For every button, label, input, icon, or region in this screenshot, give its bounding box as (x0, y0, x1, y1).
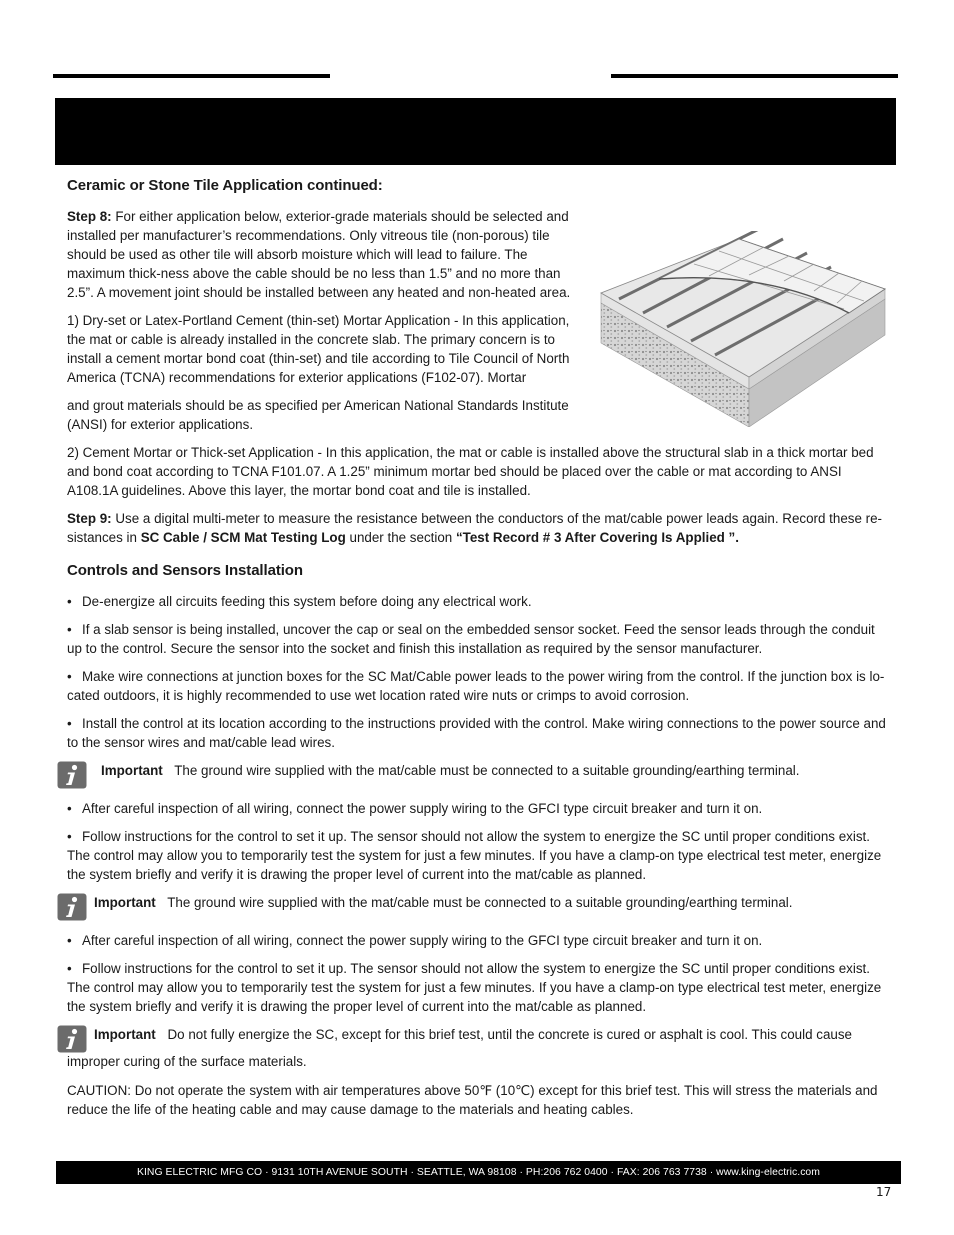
step-9-text-2: under the section (345, 530, 456, 545)
important-text: Do not fully energize the SC, except for this brief test, until the concrete is cured or asphalt is cool. This could cause (167, 1027, 852, 1042)
heated-tile-slab-illustration (599, 231, 887, 427)
list-item (67, 931, 887, 950)
important-label: Important (94, 895, 156, 910)
test-record-reference: “Test Record # 3 After Covering Is Applied ”. (455, 530, 739, 545)
header-rule-left (53, 74, 330, 78)
info-icon (57, 893, 87, 921)
list-item-text: Follow instructions for the control to set it up. The sensor should not allow the system to energize the SC until proper conditions exist. The control may allow you to temporarily test the system for just a few minutes. If you have a clamp-on type electrical test meter, energize the system briefly and verify it is drawing the proper level of current into the mat/cable as planned. (67, 961, 882, 1014)
step-8-text: For either application below, exterior-grade materials should be selected and installed per manufacturer’s recommendations. Only vitreous tile (non-porous) tile should be used as other tile will absorb moisture which will lead to failure. The maximum thick-ness above the cable should be no less than 1.5” and no more than 2.5”. A movement joint should be installed between any heated and non-heated area. (67, 209, 571, 300)
application-1-continued: and grout materials should be as specified per American National Standards Institute (ANSI) for exterior applications. (67, 398, 569, 432)
bullet-marker: • (67, 961, 72, 976)
list-item (67, 592, 887, 611)
step-9-label: Step 9: (67, 511, 112, 526)
top-text (67, 207, 583, 434)
list-item-text: Follow instructions for the control to set it up. The sensor should not allow the system to energize the SC until proper conditions exist. The control may allow you to temporarily test the system for just a few minutes. If you have a clamp-on type electrical test meter, energize the system briefly and verify it is drawing the proper level of current into the mat/cable as planned. (67, 829, 882, 882)
header-banner (55, 98, 896, 165)
important-note-3 (67, 1025, 887, 1071)
bullet-marker: • (67, 801, 72, 816)
list-item-text: Make wire connections at junction boxes for the SC Mat/Cable power leads to the power wiring from the control. If the junction box is lo-cated outdoors, it is highly recommended to use wet location rated wire nuts or crimps to avoid corrosion. (67, 669, 885, 703)
important-text: The ground wire supplied with the mat/cable must be connected to a suitable grounding/earthing terminal. (167, 895, 793, 910)
info-icon (57, 761, 87, 789)
info-icon (57, 1025, 87, 1053)
list-item-text: After careful inspection of all wiring, connect the power supply wiring to the GFCI type circuit breaker and turn it on. (82, 933, 763, 948)
list-item (67, 959, 887, 1016)
list-item (67, 620, 887, 658)
list-item (67, 799, 887, 818)
testing-log-reference: SC Cable / SCM Mat Testing Log (140, 530, 346, 545)
step-9-text: Use a digital multi-meter to measure the resistance between the conductors of the mat/cable power leads again. Record these re-sistances in (67, 511, 883, 545)
page-number: 17 (876, 1185, 892, 1199)
list-item (67, 714, 887, 752)
step-8-paragraph (67, 207, 583, 302)
list-item-text: De-energize all circuits feeding this system before doing any electrical work. (82, 594, 532, 609)
bullet-marker: • (67, 933, 72, 948)
application-2-paragraph: 2) Cement Mortar or Thick-set Application - In this application, the mat or cable is installed above the structural slab in a thick mortar bed and bond coat according to TCNA F101.07. A 1.25” minimum mortar bed should be placed over the cable or mat according to ANSI A108.1A guidelines. Above this layer, the mortar bond coat and tile is installed. (67, 445, 874, 498)
important-note-1 (67, 761, 887, 789)
important-label: Important (94, 1027, 156, 1042)
bullet-marker: • (67, 669, 72, 684)
list-item-text: If a slab sensor is being installed, uncover the cap or seal on the embedded sensor socket. Feed the sensor leads through the conduit up to the control. Secure the sensor into the socket and finish this installation as required by the sensor manufacturer. (67, 622, 875, 656)
list-item-text: After careful inspection of all wiring, connect the power supply wiring to the GFCI type circuit breaker and turn it on. (82, 801, 763, 816)
bullet-marker: • (67, 716, 72, 731)
important-note-2 (67, 893, 887, 921)
section-heading-controls: Controls and Sensors Installation (67, 562, 303, 579)
page-content (67, 176, 887, 1128)
bullet-marker: • (67, 594, 72, 609)
footer-bar: KING ELECTRIC MFG CO · 9131 10TH AVENUE SOUTH · SEATTLE, WA 98108 · PH:206 762 0400 · FAX: 206 763 7738 · www.king-electric.com (56, 1161, 901, 1184)
important-label: Important (101, 763, 163, 778)
list-item (67, 827, 887, 884)
section-heading-tile: Ceramic or Stone Tile Application continued: (67, 177, 383, 194)
list-item-text: Install the control at its location according to the instructions provided with the control. Make wiring connections to the power source and to the sensor wires and mat/cable lead wires. (67, 716, 886, 750)
important-text-continued: improper curing of the surface materials. (67, 1054, 307, 1069)
bullet-marker: • (67, 829, 72, 844)
list-item (67, 667, 887, 705)
important-text: The ground wire supplied with the mat/cable must be connected to a suitable grounding/earthing terminal. (174, 763, 800, 778)
step-8-label: Step 8: (67, 209, 112, 224)
header-rule-right (611, 74, 898, 78)
bullet-marker: • (67, 622, 72, 637)
caution-paragraph: CAUTION: Do not operate the system with air temperatures above 50℉ (10℃) except for this brief test. This will stress the materials and reduce the life of the heating cable and may cause damage to the materials and heating cables. (67, 1083, 878, 1117)
top-area (67, 207, 887, 434)
application-1-paragraph: 1) Dry-set or Latex-Portland Cement (thin-set) Mortar Application - In this application, the mat or cable is already installed in the concrete slab. The primary concern is to install a cement mortar bond coat (thin-set) and tile according to Tile Council of North America (TCNA) recommendations for exterior applications (F102-07). Mortar (67, 313, 570, 385)
step-9-paragraph (67, 509, 887, 547)
